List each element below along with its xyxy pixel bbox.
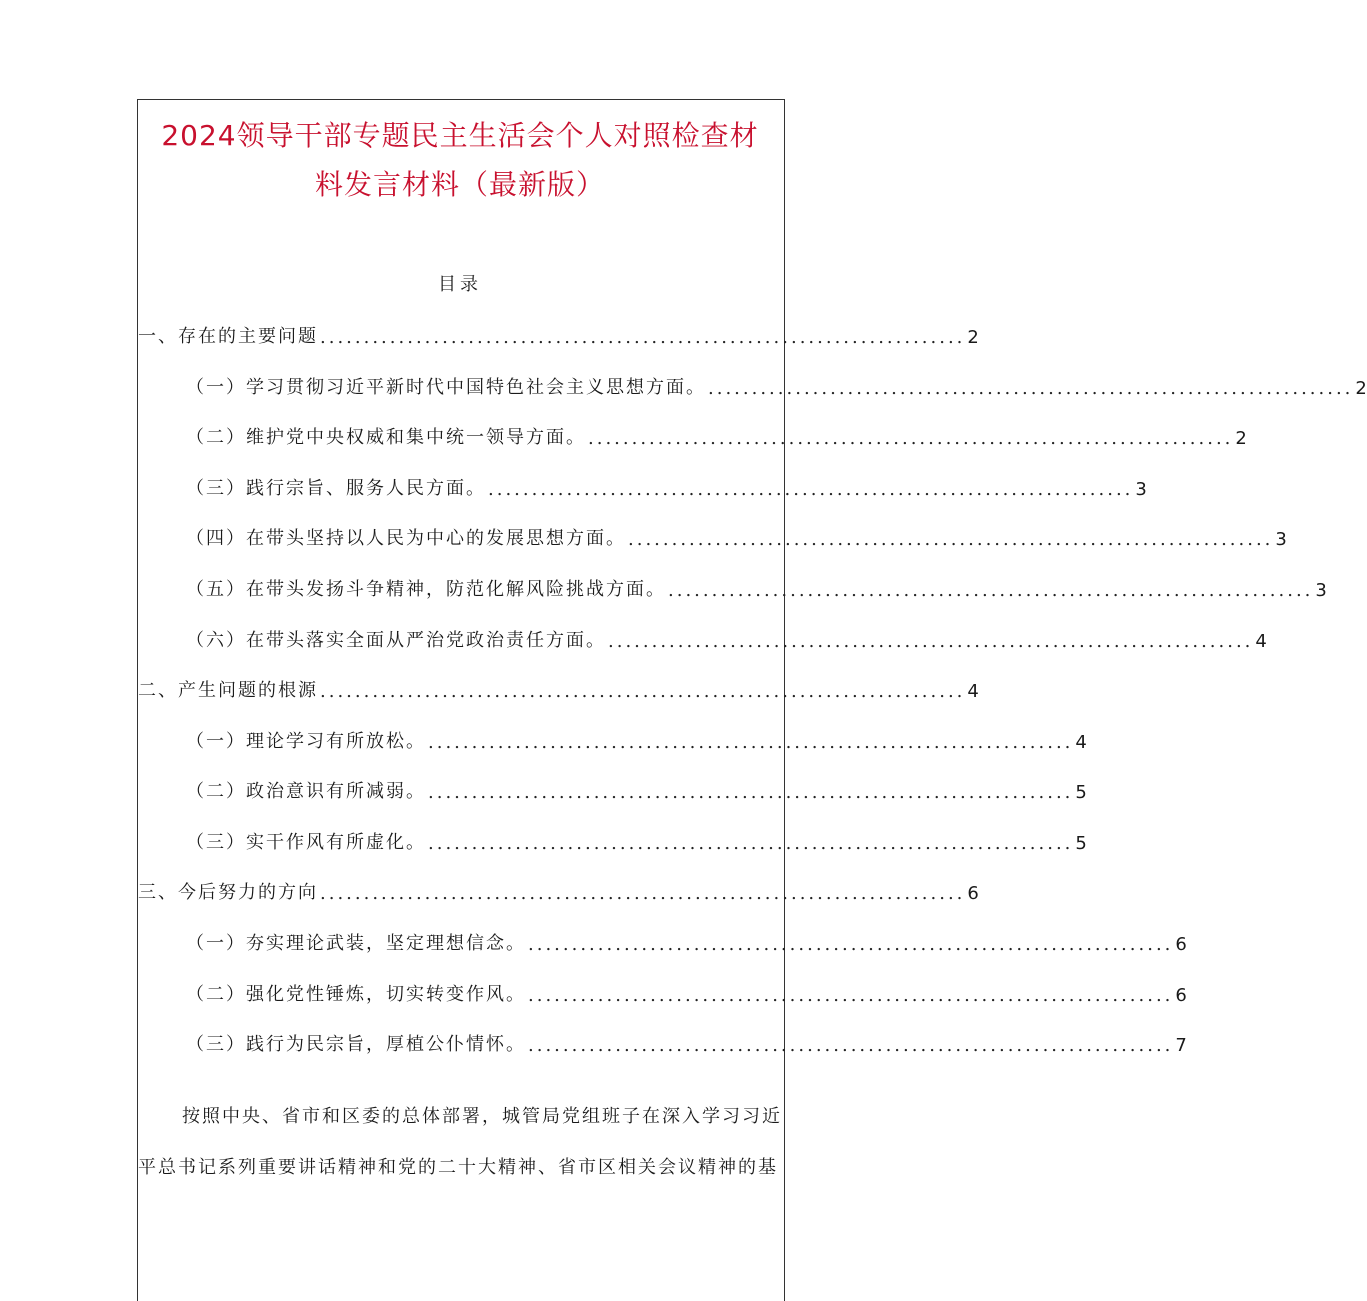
toc-entry-page: 3 — [1275, 529, 1287, 550]
toc-entry[interactable] — [186, 727, 1087, 753]
toc-entry-page: 4 — [1255, 631, 1267, 652]
body-paragraph-line: 按照中央、省市和区委的总体部署，城管局党组班子在深入学习习近 — [182, 1106, 782, 1127]
toc-entry-page: 6 — [1175, 934, 1187, 955]
toc-entry-label: （三）实干作风有所虚化。 — [186, 832, 426, 853]
toc-entry[interactable] — [186, 575, 1327, 601]
toc-entry[interactable] — [138, 676, 979, 702]
toc-entry-page: 6 — [1175, 985, 1187, 1006]
toc-entry-page: 4 — [1075, 732, 1087, 753]
toc-entry-label: （一）理论学习有所放松。 — [186, 731, 426, 752]
toc-leader-dots: .......................................................................... — [428, 833, 1074, 854]
toc-entry[interactable] — [186, 929, 1187, 955]
toc-entry-label: 三、今后努力的方向 — [138, 882, 318, 903]
body-paragraph-line: 平总书记系列重要讲话精神和党的二十大精神、省市区相关会议精神的基 — [138, 1157, 778, 1178]
toc-entry-page: 2 — [967, 327, 979, 348]
toc-entry[interactable] — [186, 980, 1187, 1006]
toc-entry-label: （二）强化党性锤炼，切实转变作风。 — [186, 984, 526, 1005]
toc-leader-dots: .......................................................................... — [320, 681, 966, 702]
document-title-line-1: 2024领导干部专题民主生活会个人对照检查材 — [161, 119, 759, 152]
toc-entry[interactable] — [186, 423, 1247, 449]
toc-entry-label: （二）维护党中央权威和集中统一领导方面。 — [186, 427, 586, 448]
toc-leader-dots: .......................................................................... — [608, 631, 1254, 652]
toc-leader-dots: .......................................................................... — [528, 1035, 1174, 1056]
toc-leader-dots: .......................................................................... — [528, 934, 1174, 955]
toc-leader-dots: .......................................................................... — [668, 580, 1314, 601]
toc-entry[interactable] — [186, 777, 1087, 803]
toc-leader-dots: .......................................................................... — [320, 883, 966, 904]
toc-entry-page: 5 — [1075, 782, 1087, 803]
toc-heading: 目录 — [438, 274, 482, 295]
toc-entry[interactable] — [186, 373, 1367, 399]
toc-entry[interactable] — [138, 878, 979, 904]
toc-entry[interactable] — [186, 524, 1287, 550]
toc-entry-label: （六）在带头落实全面从严治党政治责任方面。 — [186, 630, 606, 651]
toc-entry-label: （四）在带头坚持以人民为中心的发展思想方面。 — [186, 528, 626, 549]
toc-entry-label: （三）践行为民宗旨，厚植公仆情怀。 — [186, 1034, 526, 1055]
toc-entry-label: （一）学习贯彻习近平新时代中国特色社会主义思想方面。 — [186, 377, 706, 398]
toc-entry-page: 3 — [1135, 479, 1147, 500]
toc-leader-dots: .......................................................................... — [708, 378, 1354, 399]
toc-entry-page: 2 — [1355, 378, 1367, 399]
toc-entry[interactable] — [186, 474, 1147, 500]
toc-entry[interactable] — [138, 322, 979, 348]
toc-leader-dots: .......................................................................... — [628, 529, 1274, 550]
toc-leader-dots: .......................................................................... — [528, 985, 1174, 1006]
toc-entry-page: 2 — [1235, 428, 1247, 449]
toc-leader-dots: .......................................................................... — [588, 428, 1234, 449]
toc-entry[interactable] — [186, 1030, 1187, 1056]
toc-entry-page: 3 — [1315, 580, 1327, 601]
toc-leader-dots: .......................................................................... — [488, 479, 1134, 500]
toc-entry-page: 6 — [967, 883, 979, 904]
document-title-line-2: 料发言材料（最新版） — [314, 168, 605, 201]
toc-entry-label: 一、存在的主要问题 — [138, 326, 318, 347]
toc-entry[interactable] — [186, 828, 1087, 854]
toc-leader-dots: .......................................................................... — [428, 732, 1074, 753]
toc-entry-label: 二、产生问题的根源 — [138, 680, 318, 701]
toc-entry-label: （三）践行宗旨、服务人民方面。 — [186, 478, 486, 499]
toc-entry-page: 4 — [967, 681, 979, 702]
toc-leader-dots: .......................................................................... — [428, 782, 1074, 803]
toc-entry-page: 7 — [1175, 1035, 1187, 1056]
toc-entry-page: 5 — [1075, 833, 1087, 854]
toc-entry[interactable] — [186, 626, 1267, 652]
toc-entry-label: （二）政治意识有所减弱。 — [186, 781, 426, 802]
toc-leader-dots: .......................................................................... — [320, 327, 966, 348]
toc-entry-label: （一）夯实理论武装，坚定理想信念。 — [186, 933, 526, 954]
toc-entry-label: （五）在带头发扬斗争精神，防范化解风险挑战方面。 — [186, 579, 666, 600]
